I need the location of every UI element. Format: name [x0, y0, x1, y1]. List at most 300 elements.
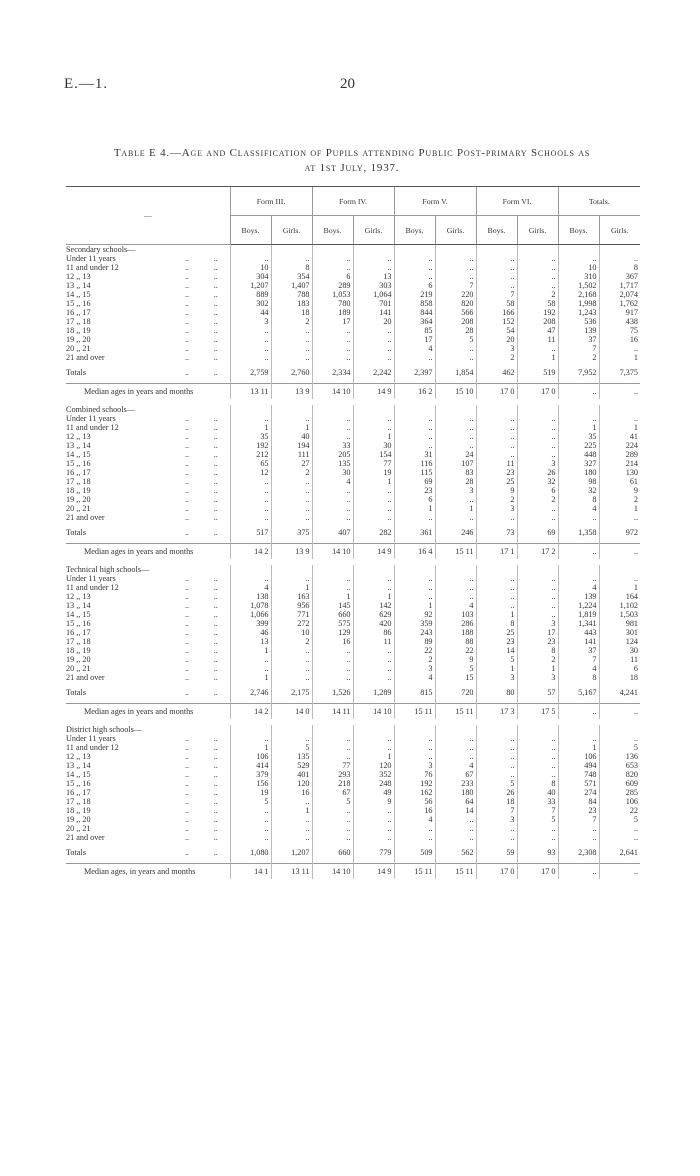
totals-cell: 462 — [476, 362, 517, 384]
leader-dots: .. — [213, 601, 218, 610]
totals-cell: 2,397 — [394, 362, 435, 384]
leader-dots: .. — [213, 583, 218, 592]
girls-header: Girls. — [599, 216, 640, 245]
table-cell: .. — [435, 815, 476, 824]
table-cell: .. — [476, 761, 517, 770]
table-cell: 22 — [435, 646, 476, 655]
table-cell: 1,762 — [599, 299, 640, 308]
median-cell: 14 0 — [271, 704, 312, 720]
table-cell: 54 — [476, 326, 517, 335]
table-cell: .. — [353, 326, 394, 335]
table-cell: 7 — [558, 655, 599, 664]
table-cell: .. — [312, 344, 353, 353]
table-cell: .. — [599, 574, 640, 583]
table-cell: 1 — [353, 752, 394, 761]
leader-dots: .. — [213, 281, 218, 290]
median-cell: 15 10 — [435, 384, 476, 400]
table-cell: 1 — [394, 601, 435, 610]
table-cell: .. — [599, 833, 640, 842]
table-cell: 6 — [312, 272, 353, 281]
row-label: 14 ,, 15 — [66, 610, 91, 619]
leader-dots: .. — [184, 806, 190, 815]
table-cell: .. — [517, 344, 558, 353]
leader-dots: .. — [184, 486, 190, 495]
table-cell: 1,102 — [599, 601, 640, 610]
row-label: 15 ,, 16 — [66, 459, 91, 468]
table-cell: 327 — [558, 459, 599, 468]
table-cell: 194 — [271, 441, 312, 450]
table-cell: 354 — [271, 272, 312, 281]
table-row — [66, 806, 640, 815]
totals-cell: 519 — [517, 362, 558, 384]
table-cell: 188 — [435, 628, 476, 637]
totals-cell: 509 — [394, 842, 435, 864]
table-cell: 3 — [476, 504, 517, 513]
table-cell: .. — [271, 344, 312, 353]
table-cell: 20 — [353, 317, 394, 326]
table-cell: 11 — [599, 655, 640, 664]
table-cell: .. — [271, 335, 312, 344]
table-row — [66, 344, 640, 353]
leader-dots: .. — [184, 513, 190, 522]
table-cell: .. — [312, 263, 353, 272]
leader-dots: .. — [213, 673, 218, 682]
table-cell: .. — [476, 824, 517, 833]
table-cell: 192 — [230, 441, 271, 450]
median-cell: 14 11 — [312, 704, 353, 720]
table-cell: 13 — [353, 272, 394, 281]
table-cell: 2 — [476, 495, 517, 504]
leader-dots: .. — [213, 743, 218, 752]
table-cell: .. — [599, 254, 640, 263]
leader-dots: .. — [213, 646, 218, 655]
table-cell: .. — [230, 495, 271, 504]
leader-dots: .. — [184, 335, 190, 344]
median-row — [66, 384, 640, 400]
table-cell: 11 — [476, 459, 517, 468]
table-cell: .. — [353, 574, 394, 583]
totals-cell: 2,759 — [230, 362, 271, 384]
table-cell: 106 — [558, 752, 599, 761]
table-cell: .. — [230, 734, 271, 743]
table-cell: 11 — [517, 335, 558, 344]
table-cell: .. — [312, 583, 353, 592]
row-label: 21 and over — [66, 673, 105, 682]
table-cell: 20 — [476, 335, 517, 344]
table-cell: 141 — [558, 637, 599, 646]
table-cell: 2 — [271, 637, 312, 646]
table-row — [66, 664, 640, 673]
row-label: 18 ,, 19 — [66, 326, 91, 335]
table-cell: .. — [312, 414, 353, 423]
leader-dots: .. — [213, 504, 218, 513]
table-cell: 30 — [353, 441, 394, 450]
table-cell: 22 — [599, 806, 640, 815]
table-row — [66, 414, 640, 423]
table-cell: .. — [394, 824, 435, 833]
leader-dots: .. — [213, 574, 218, 583]
table-cell: .. — [271, 513, 312, 522]
table-row — [66, 770, 640, 779]
median-cell: .. — [558, 864, 599, 880]
table-cell: .. — [435, 423, 476, 432]
table-row — [66, 619, 640, 628]
table-cell: 9 — [353, 797, 394, 806]
table-cell: 107 — [435, 459, 476, 468]
table-cell: 367 — [599, 272, 640, 281]
leader-dots: .. — [213, 423, 218, 432]
leader-dots: .. — [213, 450, 218, 459]
table-cell: 301 — [599, 628, 640, 637]
leader-dots: .. — [213, 824, 218, 833]
row-label: 20 ,, 21 — [66, 664, 91, 673]
totals-label: Totals — [66, 848, 86, 857]
table-cell: 248 — [353, 779, 394, 788]
table-cell: 23 — [394, 486, 435, 495]
table-cell: 49 — [353, 788, 394, 797]
table-cell: 106 — [599, 797, 640, 806]
table-cell: .. — [558, 574, 599, 583]
leader-dots: .. — [184, 734, 190, 743]
leader-dots: .. — [184, 688, 190, 697]
totals-cell: 2,175 — [271, 682, 312, 704]
totals-cell: 80 — [476, 682, 517, 704]
totals-cell: 73 — [476, 522, 517, 544]
leader-dots: .. — [213, 734, 218, 743]
table-cell: 1 — [517, 353, 558, 362]
table-cell: .. — [312, 574, 353, 583]
leader-dots: .. — [213, 468, 218, 477]
leader-dots: .. — [213, 528, 218, 537]
leader-dots: .. — [184, 281, 190, 290]
leader-dots: .. — [184, 770, 190, 779]
table-cell: 56 — [394, 797, 435, 806]
table-cell: .. — [517, 450, 558, 459]
table-row — [66, 592, 640, 601]
table-cell: .. — [353, 504, 394, 513]
table-row — [66, 513, 640, 522]
table-cell: 84 — [558, 797, 599, 806]
table-cell: .. — [394, 583, 435, 592]
leader-dots: .. — [184, 619, 190, 628]
leader-dots: .. — [184, 848, 190, 857]
table-title-line-2: at 1st July, 1937. — [304, 162, 400, 174]
table-row — [66, 646, 640, 655]
leader-dots: .. — [184, 459, 190, 468]
totals-cell: 1,526 — [312, 682, 353, 704]
table-cell: 17 — [394, 335, 435, 344]
table-cell: 41 — [599, 432, 640, 441]
table-cell: 7 — [517, 806, 558, 815]
totals-cell: 2,308 — [558, 842, 599, 864]
table-cell: 37 — [558, 335, 599, 344]
row-label: 17 ,, 18 — [66, 637, 91, 646]
leader-dots: .. — [213, 254, 218, 263]
table-cell: 5 — [517, 815, 558, 824]
leader-dots: .. — [184, 815, 190, 824]
table-cell: 1 — [476, 664, 517, 673]
table-cell: 37 — [558, 646, 599, 655]
table-row — [66, 281, 640, 290]
table-cell: .. — [394, 743, 435, 752]
table-cell: 75 — [599, 326, 640, 335]
table-cell: 780 — [312, 299, 353, 308]
form-vi-header: Form VI. — [476, 187, 558, 216]
leader-dots: .. — [184, 797, 190, 806]
table-cell: 1 — [558, 423, 599, 432]
table-cell: .. — [353, 335, 394, 344]
table-cell: .. — [558, 254, 599, 263]
row-label: 18 ,, 19 — [66, 646, 91, 655]
table-cell: .. — [353, 734, 394, 743]
table-cell: .. — [394, 833, 435, 842]
table-cell: .. — [517, 254, 558, 263]
table-cell: 2,168 — [558, 290, 599, 299]
leader-dots: .. — [184, 326, 190, 335]
table-cell: 103 — [435, 610, 476, 619]
table-cell: .. — [394, 263, 435, 272]
table-cell: .. — [517, 423, 558, 432]
table-row — [66, 574, 640, 583]
totals-cell: 1,358 — [558, 522, 599, 544]
table-row — [66, 637, 640, 646]
section-heading: Secondary schools— — [66, 245, 136, 254]
median-cell: 15 11 — [435, 544, 476, 560]
table-row — [66, 495, 640, 504]
boys-header: Boys. — [558, 216, 599, 245]
leader-dots: .. — [213, 752, 218, 761]
totals-cell: 282 — [353, 522, 394, 544]
table-cell: .. — [230, 664, 271, 673]
table-cell: .. — [394, 272, 435, 281]
row-label: 12 ,, 13 — [66, 752, 91, 761]
table-cell: 414 — [230, 761, 271, 770]
table-cell: 303 — [353, 281, 394, 290]
leader-dots: .. — [184, 583, 190, 592]
table-cell: .. — [312, 734, 353, 743]
table-cell: .. — [558, 513, 599, 522]
table-cell: .. — [271, 495, 312, 504]
table-cell: 858 — [394, 299, 435, 308]
table-cell: 2 — [271, 317, 312, 326]
table-cell: .. — [353, 815, 394, 824]
leader-dots: .. — [213, 263, 218, 272]
table-cell: 571 — [558, 779, 599, 788]
leader-dots: .. — [184, 637, 190, 646]
table-cell: .. — [312, 833, 353, 842]
table-cell: .. — [230, 254, 271, 263]
table-cell: .. — [271, 815, 312, 824]
table-cell: 2 — [599, 495, 640, 504]
form-iv-header: Form IV. — [312, 187, 394, 216]
table-cell: 1 — [230, 646, 271, 655]
table-cell: 219 — [394, 290, 435, 299]
leader-dots: .. — [184, 477, 190, 486]
table-cell: 359 — [394, 619, 435, 628]
median-cell: 14 9 — [353, 864, 394, 880]
table-cell: 89 — [394, 637, 435, 646]
median-cell: 14 10 — [312, 384, 353, 400]
table-cell: .. — [517, 441, 558, 450]
table-cell: 214 — [599, 459, 640, 468]
table-cell: 1,053 — [312, 290, 353, 299]
table-cell: .. — [476, 441, 517, 450]
totals-label: Totals — [66, 688, 86, 697]
leader-dots: .. — [184, 263, 190, 272]
median-cell: 15 11 — [435, 704, 476, 720]
table-cell: .. — [476, 513, 517, 522]
row-label: 14 ,, 15 — [66, 770, 91, 779]
label-column-header: — — [66, 187, 230, 245]
table-cell: .. — [517, 770, 558, 779]
table-cell: 272 — [271, 619, 312, 628]
leader-dots: .. — [184, 368, 190, 377]
table-cell: .. — [435, 743, 476, 752]
table-cell: 5 — [476, 779, 517, 788]
table-cell: 1 — [558, 743, 599, 752]
table-cell: .. — [312, 495, 353, 504]
table-cell: .. — [312, 815, 353, 824]
totals-header: Totals. — [558, 187, 640, 216]
leader-dots: .. — [213, 797, 218, 806]
table-cell: 46 — [230, 628, 271, 637]
row-label: 18 ,, 19 — [66, 486, 91, 495]
table-cell: 8 — [558, 673, 599, 682]
table-cell: 243 — [394, 628, 435, 637]
table-cell: 2 — [517, 290, 558, 299]
table-cell: 1 — [476, 610, 517, 619]
table-cell: 208 — [435, 317, 476, 326]
leader-dots: .. — [213, 432, 218, 441]
table-cell: 3 — [476, 344, 517, 353]
table-cell: .. — [353, 513, 394, 522]
table-cell: 1 — [435, 504, 476, 513]
median-cell: 14 2 — [230, 704, 271, 720]
totals-label: Totals — [66, 528, 86, 537]
table-cell: 4 — [312, 477, 353, 486]
table-cell: 7 — [558, 344, 599, 353]
table-cell: .. — [476, 734, 517, 743]
table-cell: 4 — [435, 601, 476, 610]
table-row — [66, 450, 640, 459]
table-row — [66, 308, 640, 317]
table-cell: 1 — [353, 477, 394, 486]
table-row — [66, 815, 640, 824]
table-cell: .. — [517, 513, 558, 522]
median-cell: 15 11 — [435, 864, 476, 880]
median-cell: .. — [558, 384, 599, 400]
totals-cell: 2,334 — [312, 362, 353, 384]
totals-cell: 2,746 — [230, 682, 271, 704]
table-row — [66, 459, 640, 468]
table-cell: 9 — [476, 486, 517, 495]
table-cell: .. — [230, 414, 271, 423]
table-cell: .. — [435, 592, 476, 601]
table-cell: .. — [394, 574, 435, 583]
table-cell: 139 — [558, 326, 599, 335]
table-cell: 136 — [599, 752, 640, 761]
table-row — [66, 610, 640, 619]
table-cell: .. — [353, 344, 394, 353]
table-cell: .. — [435, 263, 476, 272]
leader-dots: .. — [213, 628, 218, 637]
median-cell: 14 10 — [312, 544, 353, 560]
table-cell: .. — [271, 504, 312, 513]
row-label: 14 ,, 15 — [66, 450, 91, 459]
girls-header: Girls. — [353, 216, 394, 245]
table-cell: 7 — [435, 281, 476, 290]
table-cell: .. — [476, 254, 517, 263]
table-cell: 2 — [517, 495, 558, 504]
row-label: 20 ,, 21 — [66, 824, 91, 833]
table-cell: 17 — [312, 317, 353, 326]
table-cell: 8 — [599, 263, 640, 272]
table-cell: 14 — [435, 806, 476, 815]
median-cell: .. — [599, 864, 640, 880]
table-cell: .. — [271, 664, 312, 673]
table-cell: 16 — [312, 637, 353, 646]
row-label: 21 and over — [66, 833, 105, 842]
page-header-code: E.—1. — [64, 76, 109, 92]
leader-dots: .. — [184, 743, 190, 752]
table-cell: .. — [271, 655, 312, 664]
leader-dots: .. — [184, 628, 190, 637]
leader-dots: .. — [184, 254, 190, 263]
table-cell: .. — [271, 824, 312, 833]
table-row — [66, 797, 640, 806]
table-cell: .. — [312, 743, 353, 752]
totals-row — [66, 522, 640, 544]
row-label: 15 ,, 16 — [66, 779, 91, 788]
table-cell: .. — [312, 486, 353, 495]
section-heading: District high schools— — [66, 725, 142, 734]
row-label: 13 ,, 14 — [66, 281, 91, 290]
table-cell: 575 — [312, 619, 353, 628]
leader-dots: .. — [213, 592, 218, 601]
table-cell: 7 — [558, 815, 599, 824]
section-heading-row — [66, 245, 640, 255]
table-cell: 124 — [599, 637, 640, 646]
row-label: 19 ,, 20 — [66, 495, 91, 504]
table-cell: 163 — [271, 592, 312, 601]
leader-dots: .. — [184, 528, 190, 537]
table-cell: 1,341 — [558, 619, 599, 628]
leader-dots: .. — [184, 761, 190, 770]
table-cell: 2 — [558, 353, 599, 362]
table-row — [66, 335, 640, 344]
table-cell: 4 — [558, 583, 599, 592]
table-cell: .. — [476, 263, 517, 272]
table-cell: .. — [435, 752, 476, 761]
table-cell: 364 — [394, 317, 435, 326]
table-cell: 443 — [558, 628, 599, 637]
table-cell: .. — [517, 734, 558, 743]
table-cell: .. — [312, 513, 353, 522]
median-label: Median ages in years and months — [66, 544, 230, 560]
table-cell: .. — [394, 592, 435, 601]
table-cell: 24 — [435, 450, 476, 459]
table-cell: 192 — [517, 308, 558, 317]
median-cell: 13 9 — [271, 544, 312, 560]
table-cell: .. — [517, 601, 558, 610]
table-cell: 660 — [312, 610, 353, 619]
table-cell: 86 — [353, 628, 394, 637]
totals-label: Totals — [66, 368, 86, 377]
row-label: 12 ,, 13 — [66, 432, 91, 441]
section-heading-row — [66, 565, 640, 574]
median-cell: .. — [599, 704, 640, 720]
totals-cell: 779 — [353, 842, 394, 864]
